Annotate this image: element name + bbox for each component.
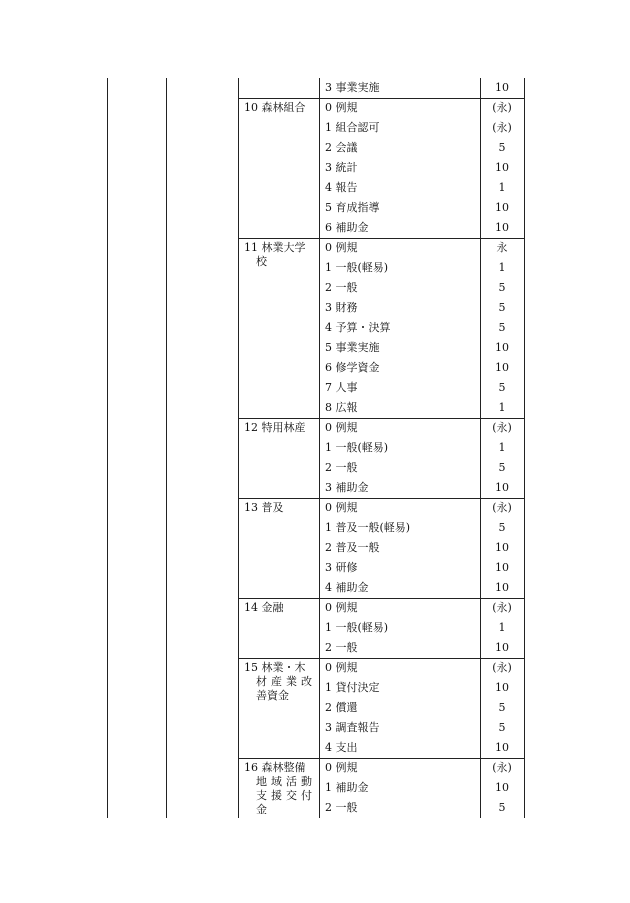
sub-item: 1 普及一般(軽易) [325,521,411,534]
category-cell [244,241,316,269]
sub-item: 4 支出 [325,741,358,754]
retention-period: 5 [498,801,506,814]
retention-period: 5 [498,721,506,734]
category-line: 金 [256,803,267,816]
sub-item: 5 事業実施 [325,341,380,354]
retention-period: (永) [492,121,512,134]
sub-item: 3 補助金 [325,481,369,494]
sub-item: 7 人事 [325,381,358,394]
retention-period: (永) [492,601,512,614]
sub-item: 5 育成指導 [325,201,380,214]
sub-item: 4 報告 [325,181,358,194]
category-cell [244,421,316,435]
retention-period: 5 [498,321,506,334]
category-cell [244,601,316,615]
sub-item: 1 一般(軽易) [325,441,389,454]
category-line: 材産業改 [256,675,316,688]
retention-period: 10 [495,481,509,494]
retention-period: 5 [498,461,506,474]
sub-item: 0 例規 [325,501,358,514]
sub-item: 2 一般 [325,801,358,814]
retention-period: 10 [495,221,509,234]
category-line: 16 森林整備 [244,761,306,774]
column-border-2 [166,78,167,818]
category-line: 13 普及 [244,501,284,514]
retention-period: 1 [498,401,506,414]
retention-period: 10 [495,581,509,594]
retention-period: (永) [492,501,512,514]
category-line: 14 金融 [244,601,284,614]
retention-period: 10 [495,201,509,214]
sub-item: 8 広報 [325,401,358,414]
retention-period: 10 [495,681,509,694]
sub-item: 4 予算・決算 [325,321,391,334]
retention-period: 1 [498,261,506,274]
retention-period: 10 [495,741,509,754]
retention-period: 10 [495,341,509,354]
column-border-1 [107,78,108,818]
sub-item: 1 一般(軽易) [325,261,389,274]
column-border-4 [319,78,320,818]
retention-period: 10 [495,561,509,574]
sub-item: 2 一般 [325,641,358,654]
sub-item: 3 調査報告 [325,721,380,734]
category-line: 支援交付 [256,789,316,802]
column-border-6 [524,78,525,818]
category-cell [244,761,316,817]
sub-item: 1 貸付決定 [325,681,380,694]
sub-item: 0 例規 [325,421,358,434]
sub-item: 3 財務 [325,301,358,314]
sub-item: 3 研修 [325,561,358,574]
retention-period: 5 [498,381,506,394]
category-line: 地域活動 [256,775,316,788]
column-border-3 [238,78,239,818]
sub-item: 2 一般 [325,461,358,474]
retention-period: 10 [495,161,509,174]
retention-period: 1 [498,441,506,454]
retention-period: (永) [492,761,512,774]
category-cell [244,101,316,115]
category-cell [244,661,316,703]
category-line: 12 特用林産 [244,421,306,434]
retention-period: 10 [495,81,509,94]
sub-item: 1 一般(軽易) [325,621,389,634]
retention-period: 10 [495,361,509,374]
retention-period: 1 [498,181,506,194]
retention-period: 1 [498,621,506,634]
retention-period: (永) [492,421,512,434]
retention-period: 5 [498,281,506,294]
sub-item: 2 普及一般 [325,541,380,554]
retention-period: 10 [495,541,509,554]
sub-item: 2 会議 [325,141,358,154]
sub-item: 1 補助金 [325,781,369,794]
sub-item: 0 例規 [325,661,358,674]
retention-period: 5 [498,701,506,714]
sub-item: 2 一般 [325,281,358,294]
sub-item: 3 統計 [325,161,358,174]
retention-period: 5 [498,301,506,314]
sub-item: 6 補助金 [325,221,369,234]
sub-item: 3 事業実施 [325,81,380,94]
sub-item: 0 例規 [325,241,358,254]
category-line: 善資金 [256,689,289,702]
category-line: 校 [256,255,267,268]
retention-period: 永 [496,241,508,254]
category-line: 15 林業・木 [244,661,306,674]
sub-item: 0 例規 [325,761,358,774]
retention-period: 10 [495,641,509,654]
retention-period: (永) [492,101,512,114]
sub-item: 2 償還 [325,701,358,714]
retention-period: (永) [492,661,512,674]
sub-item: 4 補助金 [325,581,369,594]
category-cell [244,501,316,515]
sub-item: 1 組合認可 [325,121,380,134]
sub-item: 6 修学資金 [325,361,380,374]
retention-period: 5 [498,521,506,534]
retention-period: 5 [498,141,506,154]
retention-period: 10 [495,781,509,794]
category-line: 10 森林組合 [244,101,306,114]
sub-item: 0 例規 [325,601,358,614]
category-line: 11 林業大学 [244,241,306,254]
sub-item: 0 例規 [325,101,358,114]
